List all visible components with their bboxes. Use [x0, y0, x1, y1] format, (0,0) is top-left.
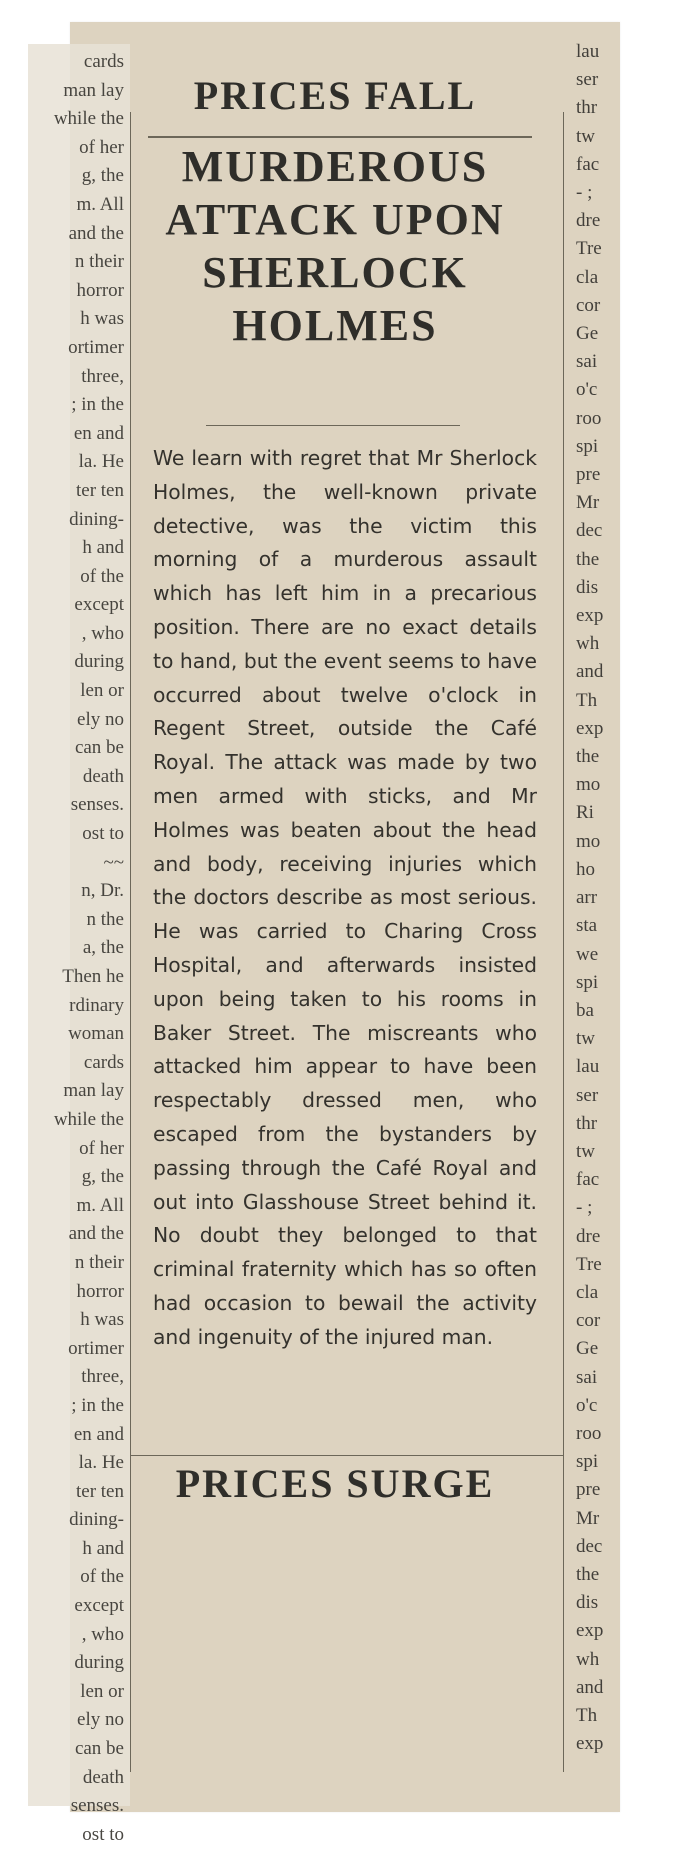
- headline-murderous-attack: MURDEROUS ATTACK UPON SHERLOCK HOLMES: [165, 142, 505, 350]
- article-body: We learn with regret that Mr Sherlock Holmes, the well-known private detective, was the victim this morning of a murderous assault which has left him in a precarious position. There are no exact details to hand, but the event seems to have occurred about twelve o'clock in Regent Street, outside the Café Royal. The attack was made by two men armed with sticks, and Mr Holmes was beaten about the head and body, receiving injuries which the doctors describe as most serious. He was carried to Charing Cross Hospital, and afterwards insisted upon being taken to his rooms in Baker Street. The miscreants who attacked him appear to have been respectably dressed men, who escaped from the bystanders by passing through the Café Royal and out into Glasshouse Street behind it. No doubt they belonged to that criminal fraternity which has so often had occasion to bewail the activity and ingenuity of the injured man.: [153, 446, 537, 1349]
- headline-rule-short: [206, 425, 460, 426]
- right-column-text: lau ser thr tw fac - ; dre Tre cla cor Ge sai o'c roo spi pre Mr dec the dis exp wh and Th exp the mo Ri mo ho arr sta we spi ba tw lau ser thr tw fac - ; dre Tre cla cor Ge sai o'c roo spi pre Mr dec the dis exp wh and Th exp: [576, 41, 604, 1755]
- left-column-text: cards man lay while the of her g, the m. All and the n their horror h was ortimer three, ; in the en and la. He ter ten dining- h and of the except , who during len or ely no can be death senses. ost to ~~ n, Dr. n the a, the Then he rdinary woman cards man lay while the of her g, the m. All and the n their horror h was ortimer three, ; in the en and la. He ter ten dining- h and of the except , who during len or ely no can be death senses. ost to: [53, 51, 124, 1845]
- headline-rule-top: [148, 136, 532, 138]
- column-rule-left: [130, 112, 131, 1772]
- headline-prices-surge: PRICES SURGE: [175, 1461, 495, 1506]
- column-rule-right: [563, 112, 564, 1772]
- left-column-fragment: [28, 44, 130, 1845]
- section-divider: [130, 1455, 564, 1456]
- right-column-fragment: [562, 30, 630, 1810]
- headline-prices-fall: PRICES FALL: [193, 73, 477, 118]
